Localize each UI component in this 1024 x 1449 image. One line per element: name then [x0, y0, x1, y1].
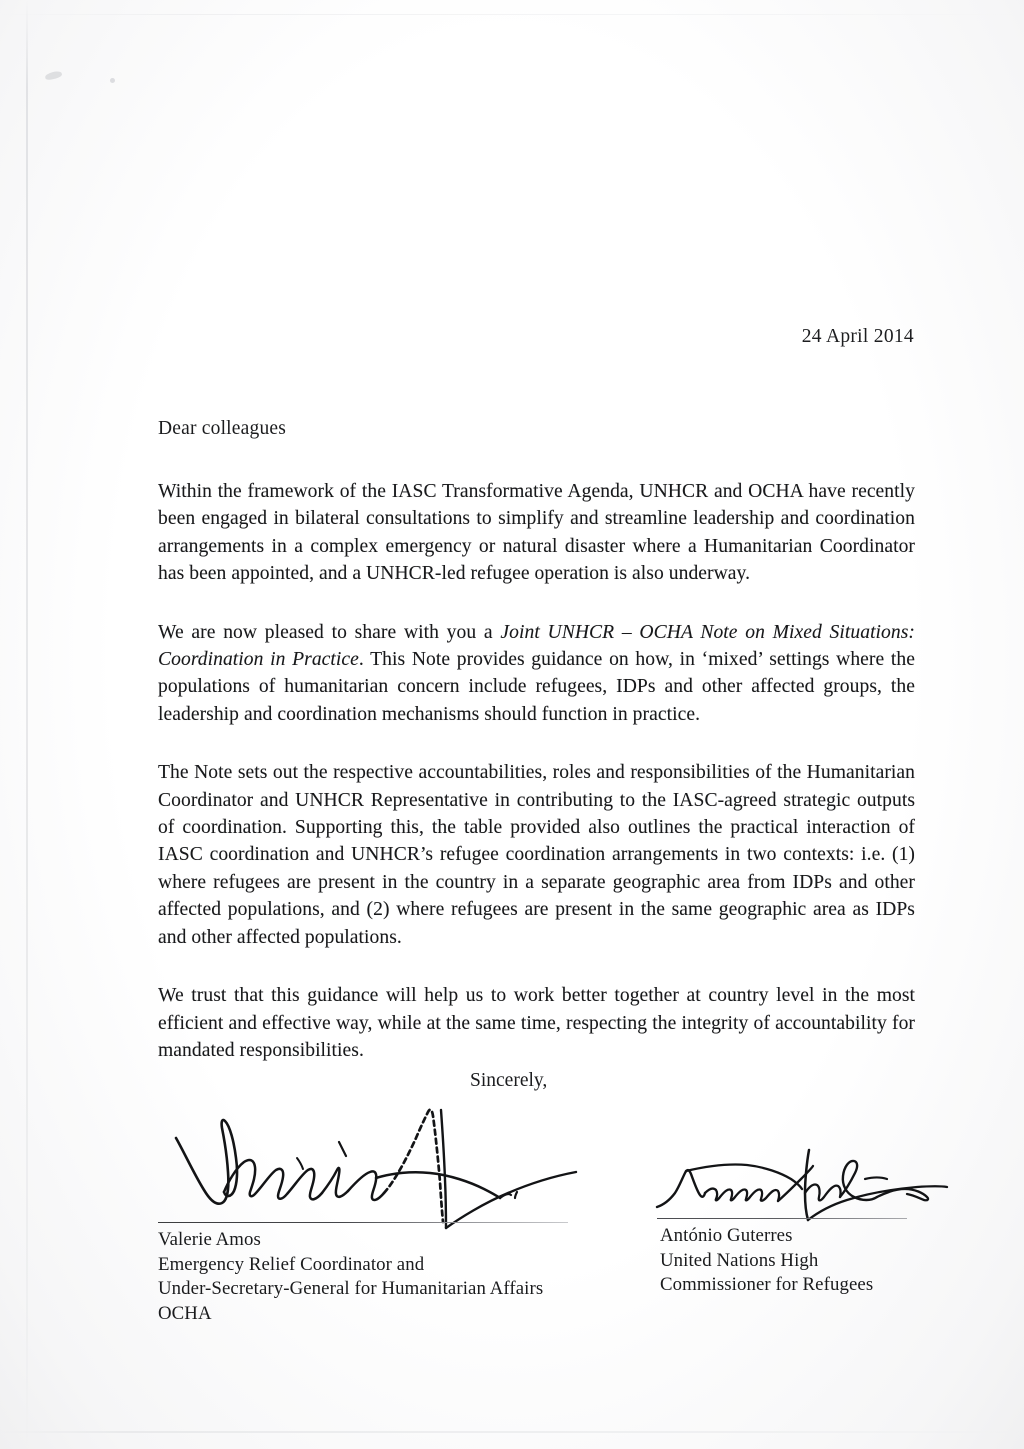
signature-canvas-left [158, 1090, 588, 1220]
signatory-title-line-2: Commissioner for Refugees [660, 1274, 874, 1296]
signature-rule-left [158, 1222, 568, 1223]
body-paragraph [158, 982, 915, 1064]
signatory-name: António Guterres [660, 1225, 793, 1246]
scan-edge-artifact-left [26, 0, 28, 1449]
plain-text: The Note sets out the respective accountabilities, roles and responsibilities of the Humanitarian Coordinator and UNHCR Representative in contributing to the IASC-agreed strategic outputs of coordination. Supporting this, the table provided also outlines the practical interaction of IASC coordination and UNHCR’s refugee coordination arrangements in two contexts: i.e. (1) where refugees are present in the country in a separate geographic area from IDPs and other affected populations, and (2) where refugees are present in the same geographic area as IDPs and other affected populations. [158, 762, 915, 948]
signatory-details-right [660, 1224, 990, 1298]
signature-canvas-right [655, 1135, 955, 1217]
signature-block-right [655, 1135, 955, 1217]
signature-rule-right [657, 1218, 907, 1219]
handwritten-signature-icon [158, 1090, 588, 1230]
emphasized-text: Joint UNHCR – OCHA Note on Mixed Situations: Coordination in Practice [158, 621, 915, 671]
signatory-title-line-2: Under-Secretary-General for Humanitarian Affairs [158, 1278, 544, 1300]
body-paragraph [158, 619, 915, 729]
scan-edge-artifact-bottom [0, 1431, 1024, 1433]
salutation: Dear colleagues [158, 418, 287, 439]
signature-block-left [158, 1090, 588, 1220]
plain-text: Within the framework of the IASC Transformative Agenda, UNHCR and OCHA have recently been engaged in bilateral consultations to simplify and streamline leadership and coordination arrangements in a complex emergency or natural disaster where a Humanitarian Coordinator has been appointed, and a UNHCR-led refugee operation is also underway. [158, 481, 915, 585]
signatory-title-line-1: Emergency Relief Coordinator and [158, 1253, 425, 1275]
plain-text: We trust that this guidance will help us to work better together at country level in the most efficient and effective way, while at the same time, respecting the integrity of accountability for mandated responsibilities. [158, 985, 915, 1061]
signatory-title-line-1: United Nations High [660, 1249, 819, 1271]
letter-body [158, 418, 915, 1095]
body-paragraph [158, 478, 915, 588]
closing-salutation: Sincerely, [470, 1070, 548, 1091]
signatory-details-left [158, 1228, 628, 1326]
signatory-organization: OCHA [158, 1302, 212, 1324]
letter-date: 24 April 2014 [801, 326, 914, 347]
plain-text: We are now pleased to share with you a [158, 621, 501, 643]
handwritten-signature-icon [655, 1135, 955, 1225]
signatory-name: Valerie Amos [158, 1229, 261, 1250]
scan-speck-artifact [44, 70, 62, 81]
scan-speck-artifact [110, 78, 115, 83]
scan-edge-artifact-top [0, 14, 1024, 15]
body-paragraph [158, 759, 915, 951]
plain-text: . This Note provides guidance on how, in ‘mixed’ settings where the populations of humanitarian concern include refugees, IDPs and other affected groups, the leadership and coordination mechanisms should function in practice. [158, 649, 915, 725]
